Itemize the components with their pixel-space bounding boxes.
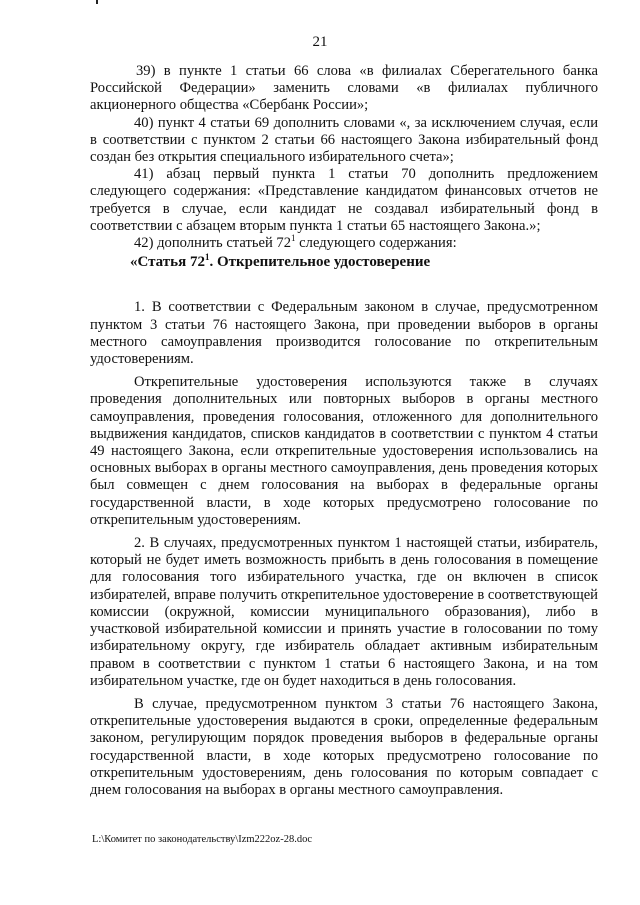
file-path-footer: L:\Комитет по законодательству\Izm222oz-28.doc [92,834,312,845]
paragraph-42-tail: следующего содержания: [295,235,457,252]
paragraph-39: 39) в пункте 1 статьи 66 слова «в филиалах Сберегательного банка Российской Федерации» заменить словами «в филиалах публичного акционерного общества «Сбербанк России»; [90,63,598,114]
paragraph-42 [90,235,598,252]
scan-mark [96,0,98,4]
paragraph-40: 40) пункт 4 статьи 69 дополнить словами «, за исключением случая, если в соответствии с пунктом 2 статьи 66 настоящего Закона избирательный фонд создан без открытия специального избирательного счета»; [90,114,598,166]
paragraph-41: 41) абзац первый пункта 1 статьи 70 дополнить предложением следующего содержания: «Представление кандидатом финансовых отчетов не требуется в случае, если кандидат не создавал избирательный фонд в соответствии с абзацем вторым пункта 1 статьи 65 настоящего Закона.»; [90,166,598,234]
article-heading-text: «Статья 72 [130,254,205,271]
article-heading-title: . Открепительное удостоверение [209,254,431,271]
section-1-second: Открепительные удостоверения используются также в случаях проведения дополнительных или повторных выборов в органы местного самоуправления, проведения голосования, отложенного для дополнительного выдвижения кандидатов, списков кандидатов в соответствии с пунктом 4 статьи 49 настоящего Закона, если открепительные удостоверения использовались на основных выборах в органы местного самоуправления, день проведения которых был совмещен с днем голосования на выборах в федеральные органы государственной власти, в ходе которых предусмотрено голосование по открепительным удостоверениям. [90,374,598,528]
page-number: 21 [312,34,328,50]
paragraph-42-sup: 1 [291,233,296,244]
section-2: 2. В случаях, предусмотренных пунктом 1 настоящей статьи, избиратель, который не будет иметь возможность прибыть в день голосования в помещение для голосования того избирательного участка, где он включен в список избирателей, вправе получить открепительное удостоверение в соответствующей комиссии (окружной, комиссии муниципального образования), либо в участковой избирательной комиссии и принять участие в голосовании по тому избирательному округу, где избиратель обладает активным избирательным правом в соответствии с пунктом 1 статьи 6 настоящего Закона, и на том избирательном участке, где он будет находиться в день голосования. [90,535,598,689]
article-heading [90,254,598,271]
paragraph-42-text: 42) дополнить статьей 72 [134,235,292,252]
document-body [90,63,598,799]
section-2-second: В случае, предусмотренном пунктом 3 статьи 76 настоящего Закона, открепительные удостоверения выдаются в сроки, определенные федеральным законом, регулирующим порядок проведения выборов в федеральные органы государственной власти, в ходе которых предусмотрено голосование по открепительным удостоверениям, день голосования по которым совпадает с днем голосования на выборах в органы местного самоуправления. [90,695,598,798]
section-1: 1. В соответствии с Федеральным законом в случае, предусмотренном пунктом 3 статьи 76 настоящего Закона, при проведении выборов в органы местного самоуправления производится голосование по открепительным удостоверениям. [90,299,598,368]
article-heading-sup: 1 [204,252,210,263]
